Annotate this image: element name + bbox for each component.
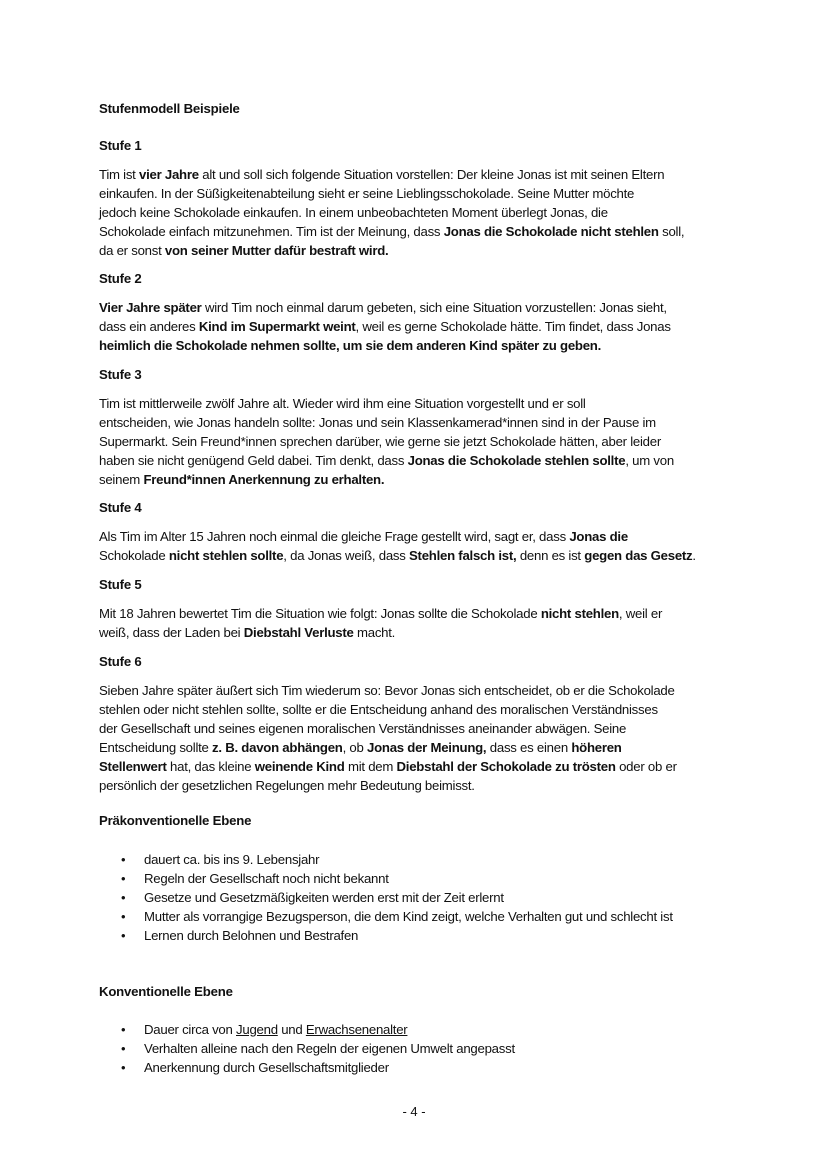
bold-text: Vier Jahre später <box>99 300 202 315</box>
text-run: weiß, dass der Laden bei <box>99 625 244 640</box>
bold-text: Freund*innen Anerkennung zu erhalten. <box>143 472 385 487</box>
text-run: , ob <box>342 740 368 755</box>
text-run: Tim ist <box>99 167 139 182</box>
bold-text: Diebstahl der Schokolade zu trösten <box>396 759 616 774</box>
text-line <box>99 623 739 642</box>
bold-text: Kind im Supermarkt weint <box>198 319 356 334</box>
conventional-list <box>99 1020 739 1077</box>
text-run: denn es ist <box>516 548 585 563</box>
list-item: • Gesetze und Gesetzmäßigkeiten werden erst mit der Zeit erlernt <box>99 888 739 907</box>
stage-3-text <box>99 394 739 489</box>
preconventional-heading: Präkonventionelle Ebene <box>99 813 252 828</box>
text-run: mit dem <box>344 759 397 774</box>
text-line <box>99 470 739 489</box>
text-line <box>99 394 739 413</box>
text-line <box>99 222 739 241</box>
text-line <box>99 757 739 776</box>
text-line <box>99 776 739 795</box>
text-line <box>99 451 739 470</box>
text-run: jedoch keine Schokolade einkaufen. In einem unbeobachteten Moment überlegt Jonas, die <box>99 205 608 220</box>
bold-text: vier Jahre <box>139 167 199 182</box>
text-run: dass ein anderes <box>99 319 199 334</box>
list-item-text: Dauer circa von <box>144 1022 237 1037</box>
preconventional-list <box>99 850 739 945</box>
text-run: Mit 18 Jahren bewertet Tim die Situation wie folgt: Jonas sollte die Schokolade <box>99 606 541 621</box>
bold-text: Diebstahl Verluste <box>243 625 354 640</box>
text-run: da er sonst <box>99 243 165 258</box>
text-run: Schokolade <box>99 548 169 563</box>
bold-text: Stellenwert <box>99 759 167 774</box>
text-run: Als Tim im Alter 15 Jahren noch einmal die gleiche Frage gestellt wird, sagt er, dass <box>99 529 570 544</box>
bold-text: von seiner Mutter dafür bestraft wird. <box>164 243 389 258</box>
bold-text: gegen das Gesetz <box>584 548 693 563</box>
list-item <box>99 1020 739 1039</box>
text-line <box>99 432 739 451</box>
text-line <box>99 241 739 260</box>
text-run: . <box>692 548 696 563</box>
text-line <box>99 738 739 757</box>
stage-4-heading: Stufe 4 <box>99 500 142 515</box>
link-jugend[interactable]: Jugend <box>236 1022 278 1037</box>
stage-5-text <box>99 604 739 642</box>
stage-6-heading: Stufe 6 <box>99 654 142 669</box>
text-line <box>99 604 739 623</box>
bold-text: nicht stehlen <box>540 606 619 621</box>
text-run: Entscheidung sollte <box>99 740 213 755</box>
text-line <box>99 527 739 546</box>
list-item: • Mutter als vorrangige Bezugsperson, die dem Kind zeigt, welche Verhalten gut und schlecht ist <box>99 907 739 926</box>
text-run: alt und soll sich folgende Situation vorstellen: Der kleine Jonas ist mit seinen Eltern <box>198 167 665 182</box>
text-line <box>99 184 739 203</box>
stage-1-heading: Stufe 1 <box>99 138 142 153</box>
list-item: • Lernen durch Belohnen und Bestrafen <box>99 926 739 945</box>
stage-2-heading: Stufe 2 <box>99 271 142 286</box>
stage-3-heading: Stufe 3 <box>99 367 142 382</box>
text-run: haben sie nicht genügend Geld dabei. Tim denkt, dass <box>99 453 408 468</box>
bold-text: Jonas der Meinung, <box>367 740 487 755</box>
stage-1-text <box>99 165 739 260</box>
page-number: - 4 - <box>402 1104 426 1119</box>
text-line <box>99 203 739 222</box>
text-run: Supermarkt. Sein Freund*innen sprechen darüber, wie gerne sie jetzt Schokolade hätten, aber leider <box>99 434 661 449</box>
text-run: , da Jonas weiß, dass <box>283 548 410 563</box>
list-item-text: und <box>277 1022 306 1037</box>
stage-6-text <box>99 681 739 795</box>
bold-text: z. B. davon abhängen <box>212 740 343 755</box>
text-line <box>99 317 739 336</box>
text-run: Tim ist mittlerweile zwölf Jahre alt. Wieder wird ihm eine Situation vorgestellt und er soll <box>99 396 586 411</box>
text-run: einkaufen. In der Süßigkeitenabteilung sieht er seine Lieblingsschokolade. Seine Mutter möchte <box>99 186 635 201</box>
text-run: , um von <box>625 453 674 468</box>
text-run: entscheiden, wie Jonas handeln sollte: Jonas und sein Klassenkamerad*innen sind in der Pause im <box>99 415 656 430</box>
text-run: persönlich der gesetzlichen Regelungen mehr Bedeutung beimisst. <box>99 778 475 793</box>
link-erwachsenenalter[interactable]: Erwachsenenalter <box>305 1022 408 1037</box>
stage-5-heading: Stufe 5 <box>99 577 142 592</box>
text-run: , weil es gerne Schokolade hätte. Tim findet, dass Jonas <box>355 319 671 334</box>
bold-text: nicht stehlen sollte <box>168 548 284 563</box>
text-run: , weil er <box>618 606 663 621</box>
document-title: Stufenmodell Beispiele <box>99 101 240 116</box>
text-line <box>99 719 739 738</box>
text-run: oder ob er <box>615 759 677 774</box>
text-run: stehlen oder nicht stehlen sollte, sollte er die Entscheidung anhand des moralischen Verständnisses <box>99 702 658 717</box>
list-item: • Verhalten alleine nach den Regeln der eigenen Umwelt angepasst <box>99 1039 739 1058</box>
bold-text: Jonas die Schokolade nicht stehlen <box>443 224 659 239</box>
text-line <box>99 546 739 565</box>
text-run: Sieben Jahre später äußert sich Tim wiederum so: Bevor Jonas sich entscheidet, ob er die Schokolade <box>99 683 675 698</box>
text-run: seinem <box>99 472 144 487</box>
text-run: soll, <box>658 224 685 239</box>
text-line <box>99 165 739 184</box>
list-item: • dauert ca. bis ins 9. Lebensjahr <box>99 850 739 869</box>
text-line <box>99 700 739 719</box>
stage-2-text <box>99 298 739 355</box>
text-run: dass es einen <box>486 740 572 755</box>
text-line <box>99 413 739 432</box>
bold-text: höheren <box>571 740 622 755</box>
text-run: wird Tim noch einmal darum gebeten, sich eine Situation vorzustellen: Jonas sieht, <box>201 300 667 315</box>
bold-text: weinende Kind <box>254 759 345 774</box>
text-line <box>99 681 739 700</box>
stage-4-text <box>99 527 739 565</box>
list-item: • Anerkennung durch Gesellschaftsmitglieder <box>99 1058 739 1077</box>
text-run: macht. <box>353 625 396 640</box>
conventional-heading: Konventionelle Ebene <box>99 984 233 999</box>
text-run: der Gesellschaft und seines eigenen moralischen Verständnisses aneinander abwägen. Seine <box>99 721 627 736</box>
bold-text: Stehlen falsch ist, <box>409 548 517 563</box>
bold-text: heimlich die Schokolade nehmen sollte, um sie dem anderen Kind später zu geben. <box>99 338 602 353</box>
text-run: Schokolade einfach mitzunehmen. Tim ist der Meinung, dass <box>99 224 444 239</box>
text-line <box>99 298 739 317</box>
text-run: hat, das kleine <box>166 759 255 774</box>
bold-text: Jonas die Schokolade stehlen sollte <box>407 453 626 468</box>
list-item: • Regeln der Gesellschaft noch nicht bekannt <box>99 869 739 888</box>
bold-text: Jonas die <box>569 529 628 544</box>
text-line <box>99 336 739 355</box>
